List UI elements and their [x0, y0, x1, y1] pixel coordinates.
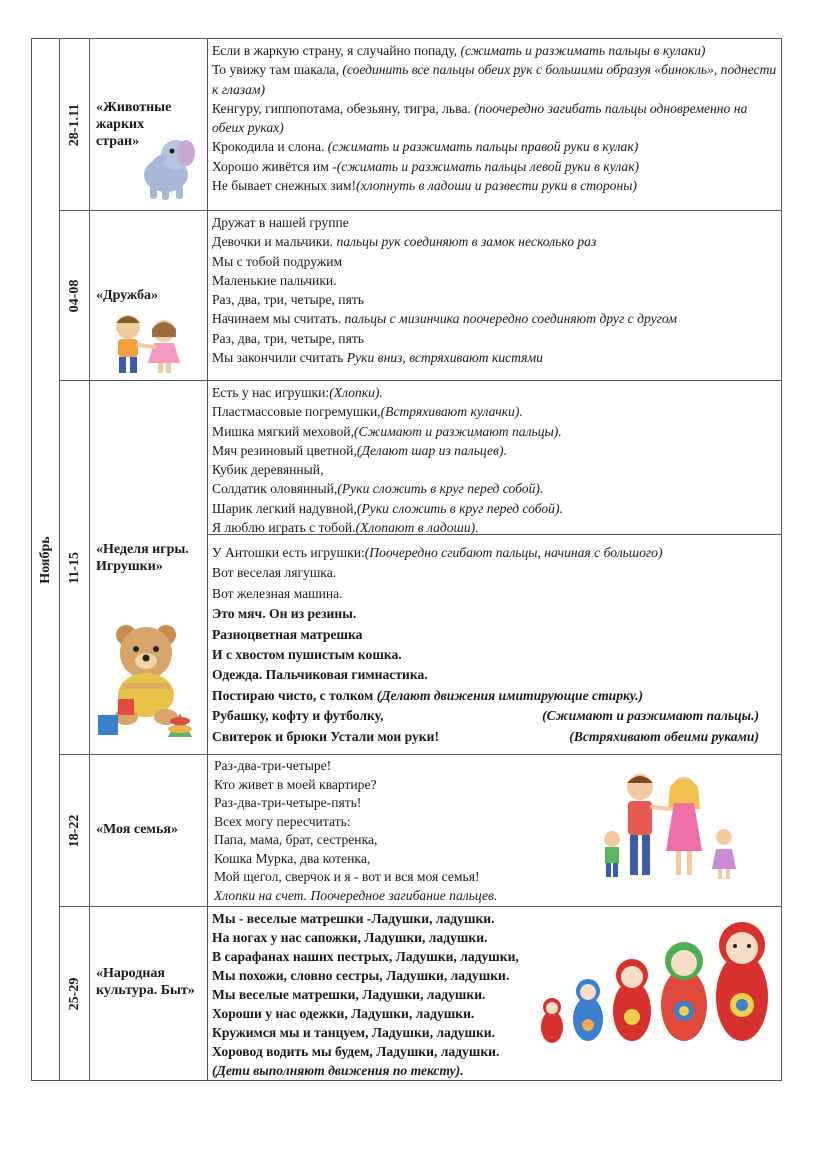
elephant-illustration — [130, 131, 198, 201]
theme-label: «Животные жарких стран» — [96, 100, 172, 149]
line-text: Начинаем мы считать. — [212, 311, 345, 327]
line-text: Если в жаркую страну, я случайно попаду, — [212, 43, 461, 58]
date-cell — [60, 907, 90, 1081]
line-text: Кенгуру, гиппопотама, обезьяну, тигра, льва. — [212, 100, 475, 116]
family-illustration — [596, 769, 746, 893]
rhyme-line — [212, 727, 777, 747]
line-text: У Антошки есть игрушки: — [212, 545, 365, 560]
rhyme-line — [212, 271, 777, 290]
line-text: Мяч резиновый цветной, — [212, 442, 357, 458]
rhyme-line — [212, 383, 777, 402]
plan-sheet — [31, 38, 782, 1078]
theme-cell — [90, 39, 208, 211]
table-row — [32, 907, 782, 1081]
movement-instruction: (Хлопки). — [329, 385, 383, 400]
rhyme-line — [212, 422, 777, 441]
movement-instruction: (поочередно загибать пальцы одновременно на обеих руках) — [212, 100, 748, 136]
line-text: Раз-два-три-четыре! — [214, 758, 332, 773]
rhyme-line — [212, 309, 777, 328]
line-text: Вот веселая лягушка. — [212, 565, 337, 581]
rhyme-line — [212, 1061, 777, 1080]
rhyme-line — [212, 157, 777, 176]
line-text: Хоровод водить мы будем, Ладушки, ладушки. — [212, 1044, 500, 1059]
theme-label: «Дружба» — [96, 288, 159, 303]
rhyme-line — [212, 584, 777, 604]
content-cell — [208, 381, 782, 755]
line-text: Папа, мама, брат, сестренка, — [214, 832, 378, 847]
line-text: Мой щегол, сверчок и я - вот и вся моя семья! — [214, 869, 480, 884]
movement-instruction: (хлопнуть в ладоши и развести руки в стороны) — [356, 178, 637, 194]
rhyme-line — [212, 176, 777, 195]
line-text: Не бывает снежных зим! — [212, 178, 357, 194]
theme-cell — [90, 381, 208, 755]
teddy-bear-illustration — [96, 621, 200, 741]
rhyme-line — [212, 706, 777, 726]
theme-label: «Народная культура. Быт» — [96, 966, 195, 998]
rhyme-line — [212, 402, 777, 421]
rhyme-line — [212, 625, 777, 645]
movement-instruction: (Делают шар из пальцев). — [356, 442, 507, 458]
rhyme-line — [212, 99, 777, 138]
activity-table — [31, 38, 782, 1081]
line-text: Хорошо живётся им - — [212, 158, 337, 174]
date-cell — [60, 39, 90, 211]
movement-instruction: Руки вниз, встряхивают кистями — [346, 350, 543, 366]
rhyme-line — [212, 543, 777, 563]
movement-instruction: пальцы с мизинчика поочередно соединяют друг с другом — [344, 311, 677, 327]
line-text: Кружимся мы и танцуем, Ладушки, ладушки. — [212, 1025, 496, 1040]
line-text: Я люблю играть с тобой. — [212, 520, 356, 536]
date-label: 18-22 — [66, 814, 82, 847]
rhyme-line — [212, 252, 777, 271]
content-cell — [208, 211, 782, 381]
line-text: Мы с тобой подружим — [212, 253, 343, 269]
line-text: Кошка Мурка, два котенка, — [214, 850, 371, 866]
rhyme-line — [212, 563, 777, 583]
movement-instruction: (соединить все пальцы обеих рук с большими образуя «бинокль», поднести к глазам) — [212, 62, 777, 97]
movement-instruction: (Руки сложить в круг перед собой). — [356, 500, 563, 516]
line-text: Раз, два, три, четыре, пять — [212, 292, 364, 308]
date-label: 28-1.11 — [66, 103, 82, 146]
line-text: Пластмассовые погремушки, — [212, 404, 381, 420]
line-text: Всех могу пересчитать: — [214, 813, 351, 829]
line-text: Есть у нас игрушки: — [212, 385, 330, 400]
table-row — [32, 39, 782, 211]
table-row — [32, 381, 782, 755]
line-text: Девочки и мальчики. — [212, 234, 337, 250]
content-cell — [208, 755, 782, 907]
line-text: Свитерок и брюки Устали мои руки! — [212, 728, 439, 744]
month-label: Ноябрь — [37, 535, 53, 584]
theme-cell — [90, 755, 208, 907]
rhyme-line — [212, 479, 777, 498]
date-label: 11-15 — [66, 551, 82, 584]
theme-cell — [90, 211, 208, 381]
date-cell — [60, 211, 90, 381]
movement-instruction: (Встряхивают обеими руками) — [569, 728, 759, 744]
date-cell — [60, 755, 90, 907]
line-text: Солдатик оловянный, — [212, 481, 338, 497]
line-text: Постираю чисто, с толком — [212, 687, 377, 703]
line-text: Крокодила и слона. — [212, 139, 328, 155]
line-text: Мы веселые матрешки, Ладушки, ладушки. — [212, 987, 486, 1002]
line-text: Рубашку, кофту и футболку, — [212, 708, 384, 724]
table-row — [32, 211, 782, 381]
movement-instruction: (Делают движения имитирующие стирку.) — [376, 687, 643, 703]
rhyme-text — [208, 211, 781, 367]
movement-instruction: (сжимать и разжимать пальцы левой руки в кулак) — [336, 158, 640, 174]
content-cell — [208, 39, 782, 211]
rhyme-line — [212, 329, 777, 348]
line-text: В сарафанах наших пестрых, Ладушки, ладушки, — [212, 949, 519, 964]
line-text: Мы закончили считать — [212, 350, 347, 366]
line-text: Кубик деревянный, — [212, 462, 324, 478]
date-label: 25-29 — [66, 977, 82, 1010]
line-text: Мишка мягкий меховой, — [212, 423, 354, 439]
content-cell — [208, 907, 782, 1081]
line-text: Раз-два-три-четыре-пять! — [214, 795, 362, 810]
line-text: Разноцветная матрешка — [212, 626, 363, 642]
line-text: Мы - веселые матрешки -Ладушки, ладушки. — [212, 911, 495, 926]
rhyme-line — [212, 232, 777, 251]
movement-instruction: (Дети выполняют движения по тексту). — [212, 1063, 464, 1078]
line-text: И с хвостом пушистым кошка. — [212, 647, 402, 663]
line-text: То увижу там шакала, — [212, 62, 343, 78]
rhyme-text — [208, 381, 781, 534]
line-text: Это мяч. Он из резины. — [212, 606, 357, 622]
rhyme-line — [212, 290, 777, 309]
line-text: Вот железная машина. — [212, 585, 343, 601]
line-text: Мы похожи, словно сестры, Ладушки, ладушки. — [212, 968, 510, 983]
rhyme-line — [212, 665, 777, 685]
line-text: Одежда. Пальчиковая гимнастика. — [212, 667, 428, 683]
movement-instruction: (Хлопают в ладоши). — [355, 520, 479, 536]
table-row — [32, 755, 782, 907]
rhyme-line — [212, 686, 777, 706]
kids-illustration — [104, 311, 190, 375]
matryoshka-dolls-illustration — [538, 915, 768, 1045]
line-text: Шарик легкий надувной, — [212, 500, 357, 516]
line-text: Маленькие пальчики. — [212, 272, 337, 288]
line-text: Раз, два, три, четыре, пять — [212, 330, 364, 346]
rhyme-line — [212, 60, 777, 99]
theme-cell — [90, 907, 208, 1081]
rhyme-line — [212, 41, 777, 60]
rhyme-line — [212, 441, 777, 460]
rhyme-text — [208, 534, 781, 747]
movement-instruction: (сжимать и разжимать пальцы в кулаки) — [460, 43, 706, 58]
movement-instruction: (Сжимают и разжимают пальцы.) — [542, 708, 759, 724]
line-text: На ногах у нас сапожки, Ладушки, ладушки. — [212, 930, 488, 945]
rhyme-line — [212, 137, 777, 156]
rhyme-line — [212, 645, 777, 665]
rhyme-text — [208, 39, 781, 195]
movement-instruction: (Встряхивают кулачки). — [380, 404, 523, 420]
movement-instruction: пальцы рук соединяют в замок несколько раз — [336, 234, 597, 250]
movement-instruction: (сжимать и разжимать пальцы правой руки в кулак) — [327, 139, 639, 155]
movement-instruction: (Сжимают и разжимают пальцы). — [353, 423, 562, 439]
rhyme-line — [212, 604, 777, 624]
theme-label: «Моя семья» — [96, 822, 178, 837]
rhyme-line — [212, 213, 777, 232]
rhyme-line — [212, 348, 777, 367]
movement-instruction: (Руки сложить в круг перед собой). — [337, 481, 544, 497]
rhyme-line — [212, 460, 777, 479]
theme-label: «Неделя игры. Игрушки» — [96, 542, 189, 574]
date-label: 04-08 — [66, 279, 82, 312]
line-text: Хороши у нас одежки, Ладушки, ладушки. — [212, 1006, 475, 1021]
rhyme-line — [212, 499, 777, 518]
line-text: Кто живет в моей квартире? — [214, 776, 377, 792]
month-cell — [32, 39, 60, 1081]
date-cell — [60, 381, 90, 755]
movement-instruction: Хлопки на счет. Поочередное загибание пальцев. — [214, 887, 498, 903]
line-text: Дружат в нашей группе — [212, 215, 349, 230]
movement-instruction: (Поочередно сгибают пальцы, начиная с большого) — [364, 545, 663, 560]
